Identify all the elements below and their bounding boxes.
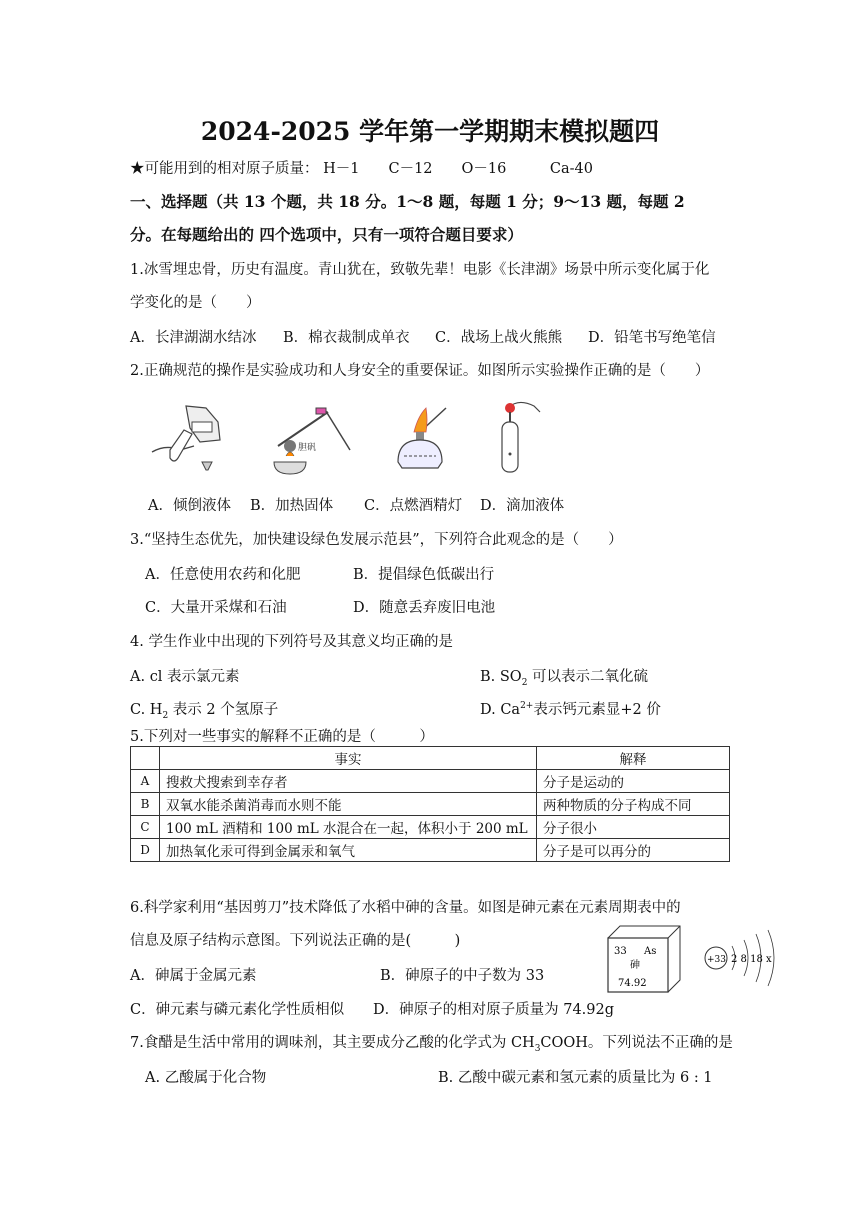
- row-explanation: 两种物质的分子构成不同: [537, 793, 730, 816]
- element-mass: 74.92: [618, 978, 647, 989]
- q1-stem-line1: 1.冰雪埋忠骨，历史有温度。青山犹在，致敬先辈！电影《长津湖》场景中所示变化属于化: [130, 262, 710, 278]
- q1-option-d: D．铅笔书写绝笔信: [588, 330, 716, 346]
- row-fact: 搜救犬搜索到幸存者: [160, 770, 537, 793]
- figure-label: 胆矾: [298, 443, 317, 453]
- table-header-row: [131, 747, 730, 770]
- q4-option-c: C. $H_2$ 表示 2 个氢原子: [130, 702, 279, 721]
- q6-stem-line1: 6.科学家利用“基因剪刀”技术降低了水稻中砷的含量。如图是砷元素在元素周期表中的: [130, 900, 681, 916]
- table-header-fact: 事实: [160, 747, 537, 770]
- row-label: A: [131, 770, 160, 793]
- q4-option-d: D. $Ca^{2+}$表示钙元素显+2 价: [480, 701, 661, 718]
- element-name: 砷: [630, 960, 640, 971]
- q2-option-a: A．倾倒液体: [148, 498, 231, 514]
- arsenic-element-figure: [604, 922, 784, 1002]
- q3-option-d: D．随意丢弃废旧电池: [353, 600, 496, 616]
- row-label: D: [131, 839, 160, 862]
- q7-option-a: A. 乙酸属于化合物: [145, 1070, 267, 1086]
- q3-option-a: A．任意使用农药和化肥: [145, 567, 301, 583]
- pour-liquid-figure: [148, 400, 228, 480]
- q3-stem: 3.“坚持生态优先，加快建设绿色发展示范县”，下列符合此观念的是（ ）: [130, 532, 623, 548]
- row-fact: 双氧水能杀菌消毒而水则不能: [160, 793, 537, 816]
- section-heading-line2: 分。在每题给出的 四个选项中，只有一项符合题目要求）: [130, 225, 523, 244]
- q4-stem: 4. 学生作业中出现的下列符号及其意义均正确的是: [130, 634, 453, 650]
- table-header-blank: [131, 747, 160, 770]
- nucleus-charge: +33: [707, 955, 726, 965]
- q6-option-a: A．砷属于金属元素: [130, 968, 257, 984]
- q6-option-c: C．砷元素与磷元素化学性质相似: [130, 1002, 345, 1018]
- dropper-figure: [488, 398, 548, 478]
- table-header-explanation: 解释: [537, 747, 730, 770]
- q2-option-c: C．点燃酒精灯: [364, 498, 463, 514]
- q7-option-b: B. 乙酸中碳元素和氢元素的质量比为 6 : 1: [438, 1070, 713, 1086]
- q1-option-c: C．战场上战火熊熊: [435, 330, 563, 346]
- q6-stem-line2: 信息及原子结构示意图。下列说法正确的是( ): [130, 933, 461, 949]
- section-heading-line1: 一、选择题（共 13 个题，共 18 分。1～8 题，每题 1 分；9～13 题，每题 2: [130, 192, 685, 211]
- q6-option-b: B．砷原子的中子数为 33: [380, 968, 545, 984]
- table-row: [131, 793, 730, 816]
- q2-option-d: D．滴加液体: [480, 498, 565, 514]
- element-symbol: As: [644, 946, 657, 957]
- q7-stem: 7.食醋是生活中常用的调味剂，其主要成分乙酸的化学式为 $CH_3COOH$。下列说法不正确的是: [130, 1035, 733, 1054]
- row-label: B: [131, 793, 160, 816]
- element-number: 33: [614, 946, 627, 957]
- atomic-masses-note: ★可能用到的相对原子质量： H－1 C－12 O－16 Ca-40: [130, 161, 593, 177]
- row-fact: 100 mL 酒精和 100 mL 水混合在一起，体积小于 200 mL: [160, 816, 537, 839]
- row-label: C: [131, 816, 160, 839]
- page-title: 2024-2025 学年第一学期期末模拟题四: [200, 117, 660, 146]
- q4-option-b: B. $SO_2$ 可以表示二氧化硫: [480, 669, 649, 688]
- facts-table: [130, 746, 730, 862]
- q1-stem-line2: 学变化的是（ ）: [130, 295, 261, 311]
- row-fact: 加热氧化汞可得到金属汞和氧气: [160, 839, 537, 862]
- q1-option-b: B．棉衣裁制成单衣: [283, 330, 410, 346]
- table-row: [131, 770, 730, 793]
- q1-option-a: A．长津湖湖水结冰: [130, 330, 257, 346]
- q2-stem: 2.正确规范的操作是实验成功和人身安全的重要保证。如图所示实验操作正确的是（ ）: [130, 363, 710, 379]
- table-row: [131, 839, 730, 862]
- q3-option-c: C．大量开采煤和石油: [145, 600, 287, 616]
- electron-shells: 2 8 18 x: [731, 954, 772, 965]
- q2-option-b: B．加热固体: [250, 498, 334, 514]
- q5-stem: 5.下列对一些事实的解释不正确的是（ ）: [130, 729, 434, 745]
- q3-option-b: B．提倡绿色低碳出行: [353, 567, 495, 583]
- q6-option-d: D．砷原子的相对原子质量为 74.92g: [373, 1002, 615, 1018]
- row-explanation: 分子是运动的: [537, 770, 730, 793]
- heat-solid-figure: [268, 402, 358, 480]
- row-explanation: 分子很小: [537, 816, 730, 839]
- q4-option-a: A. cl 表示氯元素: [130, 669, 240, 685]
- alcohol-lamp-figure: [390, 406, 450, 476]
- row-explanation: 分子是可以再分的: [537, 839, 730, 862]
- table-row: [131, 816, 730, 839]
